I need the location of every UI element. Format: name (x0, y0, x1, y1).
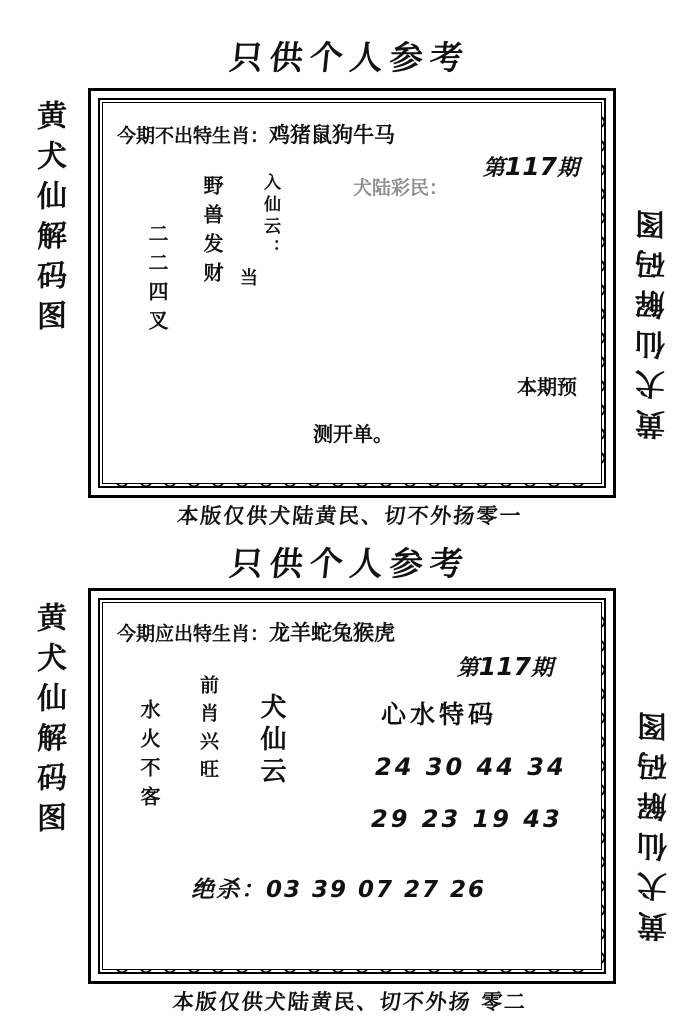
panel-top-title: 只供个人参考 (227, 38, 472, 77)
panel-bottom-issue-number: 117 (478, 652, 531, 681)
panel-top-zodiac-values: 鸡猪鼠狗牛马 (269, 123, 396, 147)
panel-bottom-issue (457, 651, 553, 682)
panel-top-tail-1: 本期预 (517, 375, 577, 399)
panel-bottom-kill-numbers: 03 39 07 27 26 (266, 877, 487, 903)
panel-bottom-zodiac-label: 今期应出特生肖： (117, 623, 270, 645)
panel-bottom (0, 530, 700, 1024)
panel-top-left-vertical-text: 黄犬仙解码图 (31, 99, 66, 341)
panel-bottom-column-2: 前肖兴旺 (197, 675, 219, 787)
panel-top-issue-suffix: 期 (556, 156, 579, 181)
panel-top-zodiac-label: 今期不出特生肖： (117, 125, 270, 147)
panel-bottom-issue-prefix: 第 (456, 656, 479, 681)
panel-bottom-numbers-row-2: 29 23 19 43 (371, 805, 563, 833)
panel-top-issue-number: 117 (504, 152, 557, 181)
panel-bottom-content (102, 602, 602, 970)
panel-bottom-heading: 心水特码 (381, 700, 498, 729)
panel-top-zodiac-row (117, 119, 395, 149)
panel-top-frame (88, 88, 616, 498)
panel-bottom-column-1: 水火不客 (137, 699, 161, 815)
panel-bottom-left-vertical-text: 黄犬仙解码图 (31, 601, 66, 843)
panel-bottom-column-3: 犬仙云 (256, 693, 286, 789)
panel-top-issue-prefix: 第 (482, 156, 505, 181)
panel-top-content (102, 102, 602, 484)
panel-top-column-4: 当 (237, 268, 258, 295)
panel-bottom-kill-label: 绝杀： (191, 877, 266, 903)
panel-bottom-zodiac-row (117, 617, 395, 647)
panel-top-column-3: 二二四叉 (145, 223, 169, 339)
panel-bottom-frame (88, 588, 616, 984)
panel-top-column-2: 野兽发财 (200, 175, 224, 291)
panel-bottom-issue-suffix: 期 (530, 656, 553, 681)
panel-bottom-zodiac-values: 龙羊蛇兔猴虎 (269, 621, 396, 645)
panel-bottom-footer: 本版仅供犬陆黄民、切不外扬 零二 (171, 990, 529, 1014)
panel-top-footer: 本版仅供犬陆黄民、切不外扬零一 (176, 504, 524, 528)
panel-bottom-right-vertical-text: 黄犬仙解码图 (638, 701, 673, 943)
panel-bottom-kill-row (191, 871, 486, 904)
panel-top-right-vertical-text: 黄犬仙解码图 (636, 199, 671, 441)
panel-top-issue (483, 151, 579, 182)
panel-top-faded-note: 犬陆彩民： (353, 177, 449, 199)
panel-top-tail-2: 测开单。 (313, 422, 393, 446)
panel-bottom-numbers-row-1: 24 30 44 34 (375, 753, 567, 781)
panel-top-column-1: 入仙云： (260, 173, 280, 261)
panel-bottom-title: 只供个人参考 (227, 544, 472, 583)
